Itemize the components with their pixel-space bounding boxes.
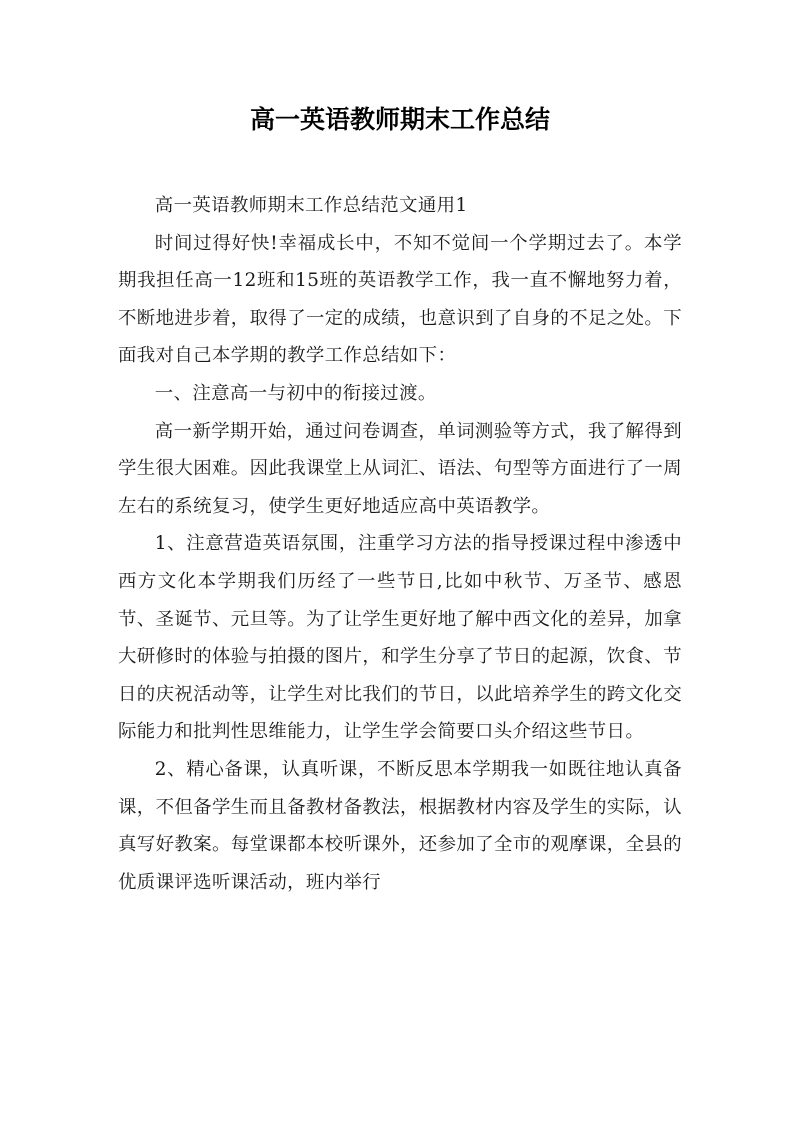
document-title: 高一英语教师期末工作总结 (249, 105, 550, 134)
paragraph-section-heading: 一、注意高一与初中的衔接过渡。 (154, 382, 437, 404)
paragraph-subtitle: 高一英语教师期末工作总结范文通用1 (154, 195, 468, 216)
paragraph-transition: 高一新学期开始，通过问卷调查，单词测验等方式，我了解得到学生很大困难。因此我课堂上从词汇、语法、句型等方面进行了一周左右的系统复习，使学生更好地适应高中英语教学。 (118, 420, 682, 517)
document-body (118, 187, 682, 901)
paragraph-point-1: 1、注意营造英语氛围，注重学习方法的指导授课过程中渗透中西方文化本学期我们历经了一些节日,比如中秋节、万圣节、感恩节、圣诞节、元旦等。为了让学生更好地了解中西文化的差异，加拿大研修时的体验与拍摄的图片，和学生分享了节日的起源，饮食、节日的庆祝活动等，让学生对比我们的节日，以此培养学生的跨文化交际能力和批判性思维能力，让学生学会简要口头介绍这些节日。 (118, 533, 682, 743)
paragraph-intro: 时间过得好快!幸福成长中，不知不觉间一个学期过去了。本学期我担任高一12班和15班的英语教学工作，我一直不懈地努力着，不断地进步着，取得了一定的成绩，也意识到了自身的不足之处。下面我对自己本学期的教学工作总结如下： (118, 232, 682, 367)
paragraph-point-2: 2、精心备课，认真听课，不断反思本学期我一如既往地认真备课，不但备学生而且备教材备教法，根据教材内容及学生的实际，认真写好教案。每堂课都本校听课外，还参加了全市的观摩课，全县的优质课评选听课活动，班内举行 (118, 758, 682, 893)
